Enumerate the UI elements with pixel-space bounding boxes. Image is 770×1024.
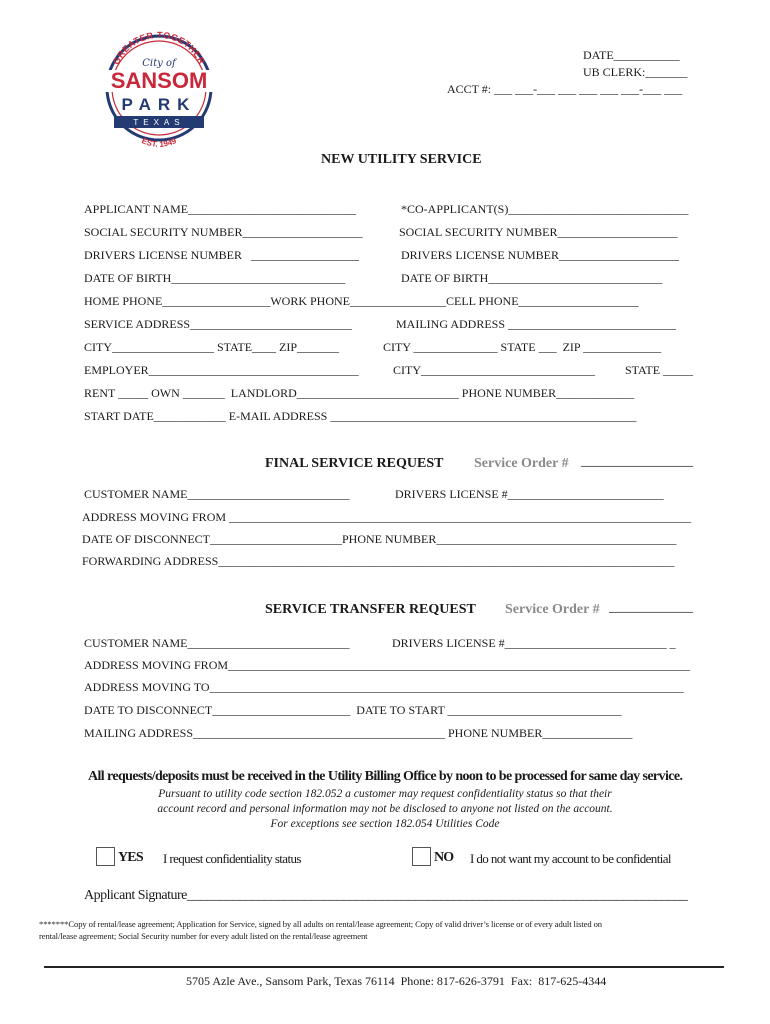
logo-name-park: PARK xyxy=(121,95,197,114)
transfer-customer-name-field[interactable]: CUSTOMER NAME___________________________ xyxy=(84,636,350,650)
yes-label: YES xyxy=(118,850,143,865)
ssn-field-applicant[interactable]: SOCIAL SECURITY NUMBER____________________ xyxy=(84,225,363,239)
employer-state-field[interactable]: STATE _____ xyxy=(625,363,694,377)
footer-divider xyxy=(44,966,724,968)
deposit-notice: All requests/deposits must be received in the Utility Billing Office by noon to be processed for same day service. xyxy=(88,769,683,784)
confidentiality-notice-line-3: For exceptions see section 182.054 Utilities Code xyxy=(270,818,500,830)
transfer-address-moving-from-field[interactable]: ADDRESS MOVING FROM_____________________________________________________________________________ xyxy=(84,658,691,672)
co-applicant-field[interactable]: *CO-APPLICANT(S)______________________________ xyxy=(401,202,689,216)
start-date-email-field[interactable]: START DATE____________ E-MAIL ADDRESS ___________________________________________________ xyxy=(84,409,637,423)
final-customer-name-field[interactable]: CUSTOMER NAME___________________________ xyxy=(84,487,350,501)
logo-city-of: City of xyxy=(142,58,176,69)
footnote-line-2: rental/lease agreement; Social Security number for every adult listed on the rental/lease agreement xyxy=(39,931,368,941)
final-disconnect-phone-field[interactable]: DATE OF DISCONNECT______________________PHONE NUMBER________________________________________ xyxy=(82,532,677,546)
confidentiality-notice-line-2: account record and personal information may not be disclosed to anyone not listed on the account. xyxy=(157,803,613,815)
final-service-title: FINAL SERVICE REQUEST xyxy=(265,456,444,471)
logo-state: TEXAS xyxy=(133,118,185,127)
new-service-title: NEW UTILITY SERVICE xyxy=(321,152,482,167)
yes-description: I request confidentiality status xyxy=(163,851,301,866)
drivers-license-field-co-applicant[interactable]: DRIVERS LICENSE NUMBER____________________ xyxy=(401,248,680,262)
no-description: I do not want my account to be confidential xyxy=(470,851,671,866)
date-field[interactable]: DATE___________ xyxy=(583,48,680,62)
mailing-city-state-zip-field[interactable]: CITY ______________ STATE ___ ZIP _____________ xyxy=(383,340,662,354)
transfer-service-order-label: Service Order # xyxy=(505,602,600,617)
transfer-service-title: SERVICE TRANSFER REQUEST xyxy=(265,602,476,617)
no-label: NO xyxy=(434,850,454,865)
logo-name-sansom: SANSOM xyxy=(110,68,208,93)
footer-contact: 5705 Azle Ave., Sansom Park, Texas 76114 Phone: 817-626-3791 Fax: 817-625-4344 xyxy=(186,974,607,988)
yes-checkbox[interactable] xyxy=(96,847,115,866)
city-state-zip-field[interactable]: CITY_________________ STATE____ ZIP_______ xyxy=(84,340,340,354)
dob-field-applicant[interactable]: DATE OF BIRTH_____________________________ xyxy=(84,271,346,285)
transfer-service-order-field[interactable]: ____________ xyxy=(609,600,693,615)
account-number-field[interactable]: ACCT #: ___ ___-___ ___ ___ ___ ___-___ ___ xyxy=(447,82,683,96)
service-address-field[interactable]: SERVICE ADDRESS___________________________ xyxy=(84,317,353,331)
phone-numbers-field[interactable]: HOME PHONE__________________WORK PHONE________________CELL PHONE____________________ xyxy=(84,294,639,308)
confidentiality-notice-line-1: Pursuant to utility code section 182.052 a customer may request confidentiality status so that their xyxy=(158,788,612,800)
no-checkbox[interactable] xyxy=(412,847,431,866)
logo-arc-text: GREATER TOGETHER xyxy=(111,30,207,67)
drivers-license-field-applicant[interactable]: DRIVERS LICENSE NUMBER __________________ xyxy=(84,248,360,262)
mailing-address-field[interactable]: MAILING ADDRESS ____________________________ xyxy=(396,317,677,331)
employer-city-field[interactable]: CITY_____________________________ xyxy=(393,363,595,377)
final-forwarding-address-field[interactable]: FORWARDING ADDRESS____________________________________________________________________________ xyxy=(82,554,675,568)
employer-field[interactable]: EMPLOYER___________________________________ xyxy=(84,363,359,377)
applicant-signature-field[interactable]: Applicant Signature_____________________________________________________________________________ xyxy=(84,888,688,903)
final-address-moving-from-field[interactable]: ADDRESS MOVING FROM _____________________________________________________________________________ xyxy=(82,510,692,524)
ub-clerk-field[interactable]: UB CLERK:_______ xyxy=(583,65,688,79)
footnote-line-1: *******Copy of rental/lease agreement; Application for Service, signed by all adults on rental/lease agreement; Copy of valid driver’s license or of every adult listed on xyxy=(39,919,602,929)
final-service-order-label: Service Order # xyxy=(474,456,569,471)
final-service-order-field[interactable]: ________________ xyxy=(581,454,693,469)
ssn-field-co-applicant[interactable]: SOCIAL SECURITY NUMBER____________________ xyxy=(399,225,678,239)
transfer-drivers-license-field[interactable]: DRIVERS LICENSE #___________________________ _ xyxy=(392,636,676,650)
city-logo xyxy=(98,30,220,152)
applicant-name-field[interactable]: APPLICANT NAME____________________________ xyxy=(84,202,357,216)
transfer-address-moving-to-field[interactable]: ADDRESS MOVING TO_______________________________________________________________________________ xyxy=(84,680,684,694)
rent-own-landlord-field[interactable]: RENT _____ OWN _______ LANDLORD___________________________ PHONE NUMBER_____________ xyxy=(84,386,635,400)
final-drivers-license-field[interactable]: DRIVERS LICENSE #__________________________ xyxy=(395,487,664,501)
dob-field-co-applicant[interactable]: DATE OF BIRTH_____________________________ xyxy=(401,271,663,285)
transfer-disconnect-start-field[interactable]: DATE TO DISCONNECT_______________________ DATE TO START _____________________________ xyxy=(84,703,622,717)
logo-est: EST. 1949 xyxy=(140,136,178,149)
transfer-mailing-phone-field[interactable]: MAILING ADDRESS__________________________________________ PHONE NUMBER_______________ xyxy=(84,726,633,740)
